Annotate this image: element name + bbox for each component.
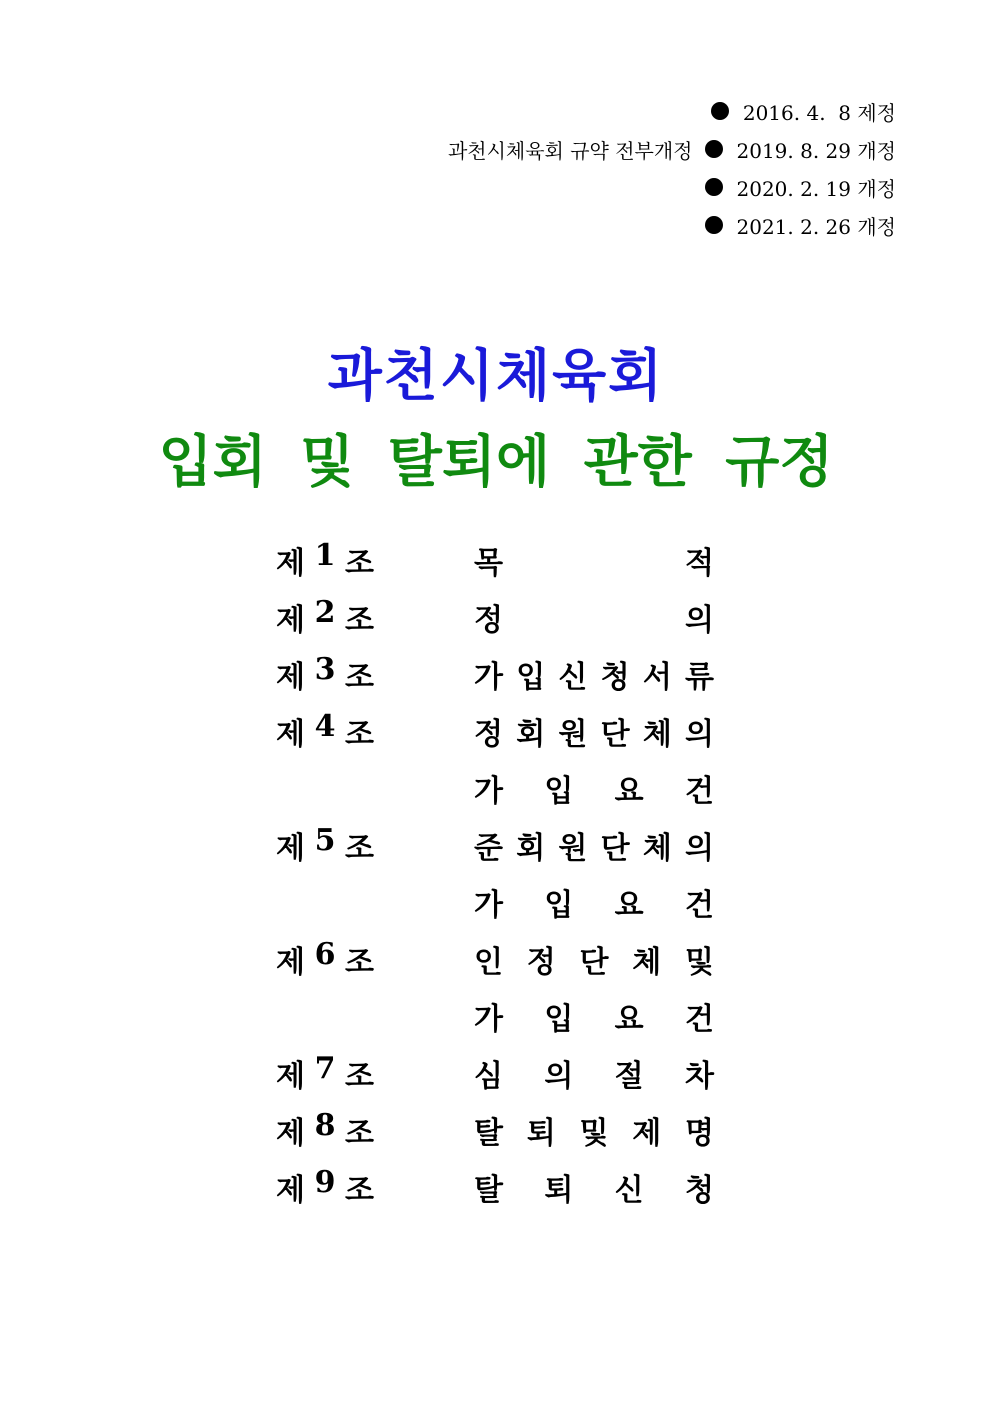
history-row-4 <box>296 206 896 244</box>
toc-article-number: 제 5 조 <box>276 823 374 866</box>
toc-article-number: 제 1 조 <box>276 538 374 581</box>
toc-row <box>0 1102 992 1159</box>
toc-article-title: 목 적 <box>474 546 714 581</box>
toc-row <box>0 760 992 817</box>
toc-article-number: 제 6 조 <box>276 937 374 980</box>
bullet-dot-icon <box>705 178 723 196</box>
toc-article-title: 정 의 <box>474 603 714 638</box>
toc-row <box>0 703 992 760</box>
toc-article-number: 제 8 조 <box>276 1108 374 1151</box>
revision-history <box>296 92 896 244</box>
toc-row <box>0 589 992 646</box>
toc-article-number: 제 7 조 <box>276 1051 374 1094</box>
toc-article-title: 탈 퇴 신 청 <box>474 1173 714 1208</box>
toc-article-title: 정 회 원 단 체 의 <box>474 717 714 752</box>
history-row-2 <box>296 130 896 168</box>
toc-article-title: 준 회 원 단 체 의 <box>474 831 714 866</box>
toc-article-title: 가 입 요 건 <box>474 774 714 809</box>
toc-article-title: 가 입 요 건 <box>474 888 714 923</box>
toc-article-title: 탈 퇴 및 제 명 <box>474 1116 714 1151</box>
toc-article-title: 인 정 단 체 및 <box>474 945 714 980</box>
history-prefix: 과천시체육회 규약 전부개정 <box>447 138 693 163</box>
table-of-contents <box>0 532 992 1216</box>
history-date: 2020. 2. 19 개정 <box>736 176 896 201</box>
toc-row <box>0 817 992 874</box>
toc-row <box>0 988 992 1045</box>
toc-row <box>0 874 992 931</box>
bullet-dot-icon <box>705 216 723 234</box>
toc-article-number: 제 9 조 <box>276 1165 374 1208</box>
document-title-main: 입회 및 탈퇴에 관한 규정 <box>158 429 834 495</box>
bullet-dot-icon <box>705 140 723 158</box>
toc-row <box>0 532 992 589</box>
history-row-1 <box>296 92 896 130</box>
document-title-org: 과천시체육회 <box>327 343 665 409</box>
toc-article-number: 제 4 조 <box>276 709 374 752</box>
toc-article-title: 심 의 절 차 <box>474 1059 714 1094</box>
toc-article-number: 제 3 조 <box>276 652 374 695</box>
history-date: 2016. 4. 8 제정 <box>742 100 896 125</box>
history-date: 2021. 2. 26 개정 <box>736 214 896 239</box>
toc-article-number: 제 2 조 <box>276 595 374 638</box>
toc-row <box>0 1045 992 1102</box>
bullet-dot-icon <box>711 102 729 120</box>
history-date: 2019. 8. 29 개정 <box>736 138 896 163</box>
toc-article-title: 가 입 요 건 <box>474 1002 714 1037</box>
toc-row <box>0 931 992 988</box>
toc-row <box>0 646 992 703</box>
toc-row <box>0 1159 992 1216</box>
toc-article-title: 가 입 신 청 서 류 <box>474 660 714 695</box>
history-row-3 <box>296 168 896 206</box>
